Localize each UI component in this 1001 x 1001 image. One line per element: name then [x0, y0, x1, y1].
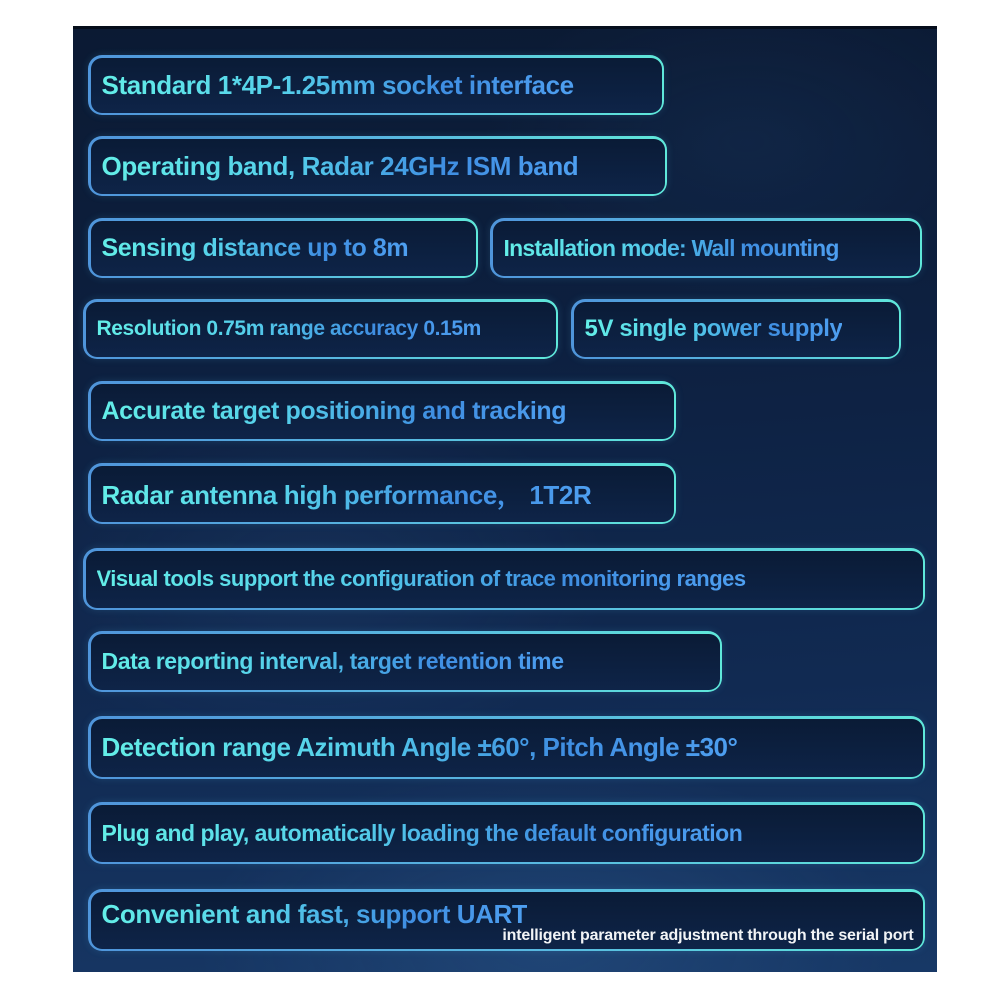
feature-text-detection-range: Detection range Azimuth Angle ±60°, Pitch Angle ±30° [101, 732, 738, 762]
feature-text-uart-support: Convenient and fast, support UART [101, 898, 528, 929]
feature-text-target-positioning: Accurate target positioning and tracking [101, 396, 567, 425]
feature-panel [73, 26, 937, 972]
feature-text-resolution-accuracy: Resolution 0.75m range accuracy 0.15m [96, 317, 481, 340]
feature-box-uart-support-body [91, 892, 923, 949]
feature-box-plug-and-play-body [91, 805, 923, 862]
feature-box-data-reporting-body [91, 634, 720, 690]
feature-box-socket-interface [88, 55, 664, 115]
feature-box-sensing-distance [88, 218, 478, 278]
feature-text-operating-band: Operating band, Radar 24GHz ISM band [101, 150, 579, 181]
feature-text-antenna-performance: Radar antenna high performance， 1T2R [102, 475, 592, 512]
feature-box-operating-band-body [91, 139, 665, 194]
feature-text-socket-interface: Standard 1*4P-1.25mm socket interface [101, 69, 574, 100]
feature-box-uart-support [88, 889, 925, 951]
feature-text-data-reporting: Data reporting interval, target retention time [101, 648, 564, 674]
feature-box-installation-mode [490, 218, 922, 278]
feature-box-visual-tools-body [86, 551, 923, 608]
feature-box-detection-range-body [91, 719, 923, 777]
feature-box-data-reporting [88, 631, 722, 692]
feature-box-antenna-performance-body [91, 466, 674, 522]
feature-box-resolution-accuracy-body [86, 302, 556, 357]
feature-box-sensing-distance-body [91, 221, 476, 276]
feature-box-installation-mode-body [493, 221, 920, 276]
feature-text-visual-tools: Visual tools support the configuration of trace monitoring ranges [96, 566, 746, 591]
feature-box-antenna-performance [88, 463, 676, 524]
feature-text-plug-and-play: Plug and play, automatically loading the default configuration [101, 819, 743, 846]
feature-box-plug-and-play [88, 802, 925, 864]
uart-serial-port-note: intelligent parameter adjustment through the serial port [502, 926, 914, 944]
feature-box-visual-tools [83, 548, 925, 610]
feature-box-power-supply [571, 299, 901, 359]
feature-box-detection-range [88, 716, 925, 779]
feature-text-installation-mode: Installation mode: Wall mounting [503, 234, 839, 261]
feature-box-resolution-accuracy [83, 299, 558, 359]
feature-box-target-positioning-body [91, 384, 674, 439]
feature-box-socket-interface-body [91, 58, 662, 113]
feature-text-sensing-distance: Sensing distance up to 8m [101, 233, 409, 262]
feature-box-operating-band [88, 136, 667, 196]
feature-box-power-supply-body [574, 302, 899, 357]
feature-text-power-supply: 5V single power supply [584, 315, 843, 342]
feature-box-target-positioning [88, 381, 676, 441]
